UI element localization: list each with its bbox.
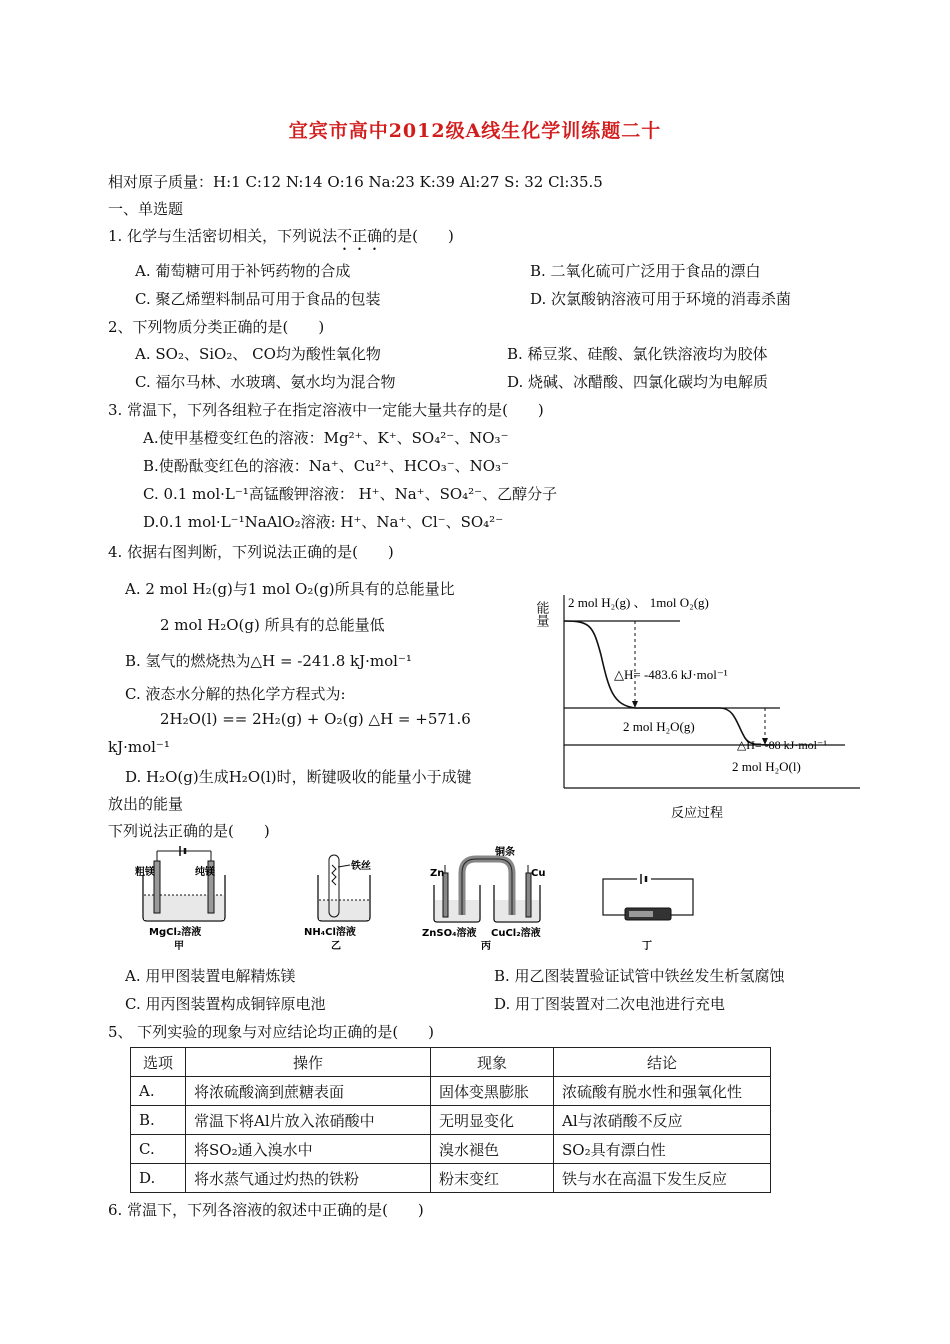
table-cell: C. xyxy=(131,1135,186,1164)
table-cell: 将水蒸气通过灼热的铁粉 xyxy=(186,1164,431,1193)
bing-label-zn: Zn xyxy=(430,868,445,879)
q4-option-d: D. H₂O(g)生成H₂O(l)时，断键吸收的能量小于成键 xyxy=(125,768,472,786)
dh2-label: △H= -88 kJ·mol⁻¹ xyxy=(737,738,827,752)
bing-label-znso4: ZnSO₄溶液 xyxy=(422,928,477,939)
q4-option-c-unit: kJ·mol⁻¹ xyxy=(108,738,170,756)
y-axis-label: 能量 xyxy=(535,601,550,627)
table-cell: 铁与水在高温下发生反应 xyxy=(554,1164,771,1193)
q2-option-c: C. 福尔马林、水玻璃、氨水均为混合物 xyxy=(135,373,396,391)
jia-label-pure-mg: 纯镁 xyxy=(195,867,215,878)
table-cell: B. xyxy=(131,1106,186,1135)
apparatus-ding xyxy=(595,865,705,957)
q3-option-b: B.使酚酞变红色的溶液：Na⁺、Cu²⁺、HCO₃⁻、NO₃⁻ xyxy=(143,457,509,475)
jia-label: 甲 xyxy=(174,941,184,952)
q2-option-b: B. 稀豆浆、硅酸、氯化铁溶液均为胶体 xyxy=(507,345,768,363)
header-cell: 选项 xyxy=(131,1048,186,1077)
table-cell: 浓硫酸有脱水性和强氧化性 xyxy=(554,1077,771,1106)
q2-option-d: D. 烧碱、冰醋酸、四氯化碳均为电解质 xyxy=(507,373,769,391)
q4-option-a: A. 2 mol H₂(g)与1 mol O₂(g)所具有的总能量比 xyxy=(125,580,455,598)
table-cell: SO₂具有漂白性 xyxy=(554,1135,771,1164)
bing-label-cucl2: CuCl₂溶液 xyxy=(491,928,541,939)
q1-option-d: D. 次氯酸钠溶液可用于环境的消毒杀菌 xyxy=(530,290,792,308)
section-heading: 一、单选题 xyxy=(108,200,184,218)
q4-option-d-cont: 放出的能量 xyxy=(108,795,184,813)
energy-diagram xyxy=(535,585,865,825)
table-cell: 将SO₂通入溴水中 xyxy=(186,1135,431,1164)
apparatus-yi xyxy=(298,845,388,957)
atomic-masses: 相对原子质量：H:1 C:12 N:14 O:16 Na:23 K:39 Al:27 S: 32 Cl:35.5 xyxy=(108,173,603,191)
apparatus-option-c: C. 用丙图装置构成铜锌原电池 xyxy=(125,995,326,1013)
apparatus-option-d: D. 用丁图装置对二次电池进行充电 xyxy=(494,995,726,1013)
table-cell: 溴水褪色 xyxy=(431,1135,554,1164)
table-row xyxy=(131,1077,771,1106)
q3-option-c: C. 0.1 mol·L⁻¹高锰酸钾溶液： H⁺、Na⁺、SO₄²⁻、乙醇分子 xyxy=(143,485,558,503)
apparatus-jia xyxy=(125,845,245,957)
page-title: 宜宾市高中2012级A线生化学训练题二十 xyxy=(288,120,662,142)
header-cell: 现象 xyxy=(431,1048,554,1077)
mid-level-label: 2 mol H₂O(g) xyxy=(623,719,695,734)
apparatus-bing xyxy=(422,845,557,957)
q2-option-a: A. SO₂、SiO₂、 CO均为酸性氧化物 xyxy=(135,345,381,363)
table-cell: 固体变黑膨胀 xyxy=(431,1077,554,1106)
q3-stem: 3. 常温下，下列各组粒子在指定溶液中一定能大量共存的是( ) xyxy=(108,401,544,419)
header-cell: 结论 xyxy=(554,1048,771,1077)
jia-label-crude-mg: 粗镁 xyxy=(135,867,155,878)
bing-label-copper-strip: 铜条 xyxy=(495,847,515,858)
jia-label-solution: MgCl₂溶液 xyxy=(149,927,202,938)
apparatus-stem: 下列说法正确的是( ) xyxy=(108,822,270,840)
table-row xyxy=(131,1106,771,1135)
bing-label: 丙 xyxy=(481,941,491,952)
q5-stem: 5、 下列实验的现象与对应结论均正确的是( ) xyxy=(108,1023,435,1041)
table-row xyxy=(131,1135,771,1164)
q1-option-c: C. 聚乙烯塑料制品可用于食品的包装 xyxy=(135,290,381,308)
q3-option-a: A.使甲基橙变红色的溶液：Mg²⁺、K⁺、SO₄²⁻、NO₃⁻ xyxy=(143,429,509,447)
table-cell: A. xyxy=(131,1077,186,1106)
table-cell: D. xyxy=(131,1164,186,1193)
apparatus-option-b: B. 用乙图装置验证试管中铁丝发生析氢腐蚀 xyxy=(494,967,785,985)
q3-option-d: D.0.1 mol·L⁻¹NaAlO₂溶液: H⁺、Na⁺、Cl⁻、SO₄²⁻ xyxy=(143,513,504,531)
table-cell: Al与浓硝酸不反应 xyxy=(554,1106,771,1135)
q2-stem: 2、下列物质分类正确的是( ) xyxy=(108,318,325,336)
q4-option-c: C. 液态水分解的热化学方程式为: xyxy=(125,685,346,703)
table-cell: 将浓硫酸滴到蔗糖表面 xyxy=(186,1077,431,1106)
ding-label: 丁 xyxy=(642,941,652,952)
yi-label-solution: NH₄Cl溶液 xyxy=(304,927,356,938)
q4-option-b: B. 氢气的燃烧热为△H = -241.8 kJ·mol⁻¹ xyxy=(125,652,412,670)
table-cell: 粉末变红 xyxy=(431,1164,554,1193)
table-row xyxy=(131,1164,771,1193)
bing-label-cu: Cu xyxy=(531,868,546,879)
q1-option-b: B. 二氧化硫可广泛用于食品的漂白 xyxy=(530,262,761,280)
q5-table xyxy=(130,1047,771,1193)
bottom-level-label: 2 mol H₂O(l) xyxy=(732,759,801,774)
header-cell: 操作 xyxy=(186,1048,431,1077)
q4-stem: 4. 依据右图判断，下列说法正确的是( ) xyxy=(108,543,394,561)
yi-label-iron-wire: 铁丝 xyxy=(351,861,371,872)
apparatus-option-a: A. 用甲图装置电解精炼镁 xyxy=(125,967,296,985)
table-cell: 常温下将Al片放入浓硝酸中 xyxy=(186,1106,431,1135)
yi-label: 乙 xyxy=(331,941,341,952)
q4-option-c-equation: 2H₂O(l) == 2H₂(g) + O₂(g) △H = +571.6 xyxy=(160,710,471,728)
dh1-label: △H= -483.6 kJ·mol⁻¹ xyxy=(614,667,728,682)
table-cell: 无明显变化 xyxy=(431,1106,554,1135)
x-axis-label: 反应过程 xyxy=(671,805,724,820)
table-header-row xyxy=(131,1048,771,1077)
q1-stem: 1. 化学与生活密切相关，下列说法不正确的是( ) xyxy=(108,227,454,245)
q4-option-a-cont: 2 mol H₂O(g) 所具有的总能量低 xyxy=(160,616,385,634)
top-level-label: 2 mol H₂(g) 、 1mol O₂(g) xyxy=(568,595,709,610)
q6-stem: 6. 常温下，下列各溶液的叙述中正确的是( ) xyxy=(108,1201,424,1219)
q1-option-a: A. 葡萄糖可用于补钙药物的合成 xyxy=(135,262,351,280)
